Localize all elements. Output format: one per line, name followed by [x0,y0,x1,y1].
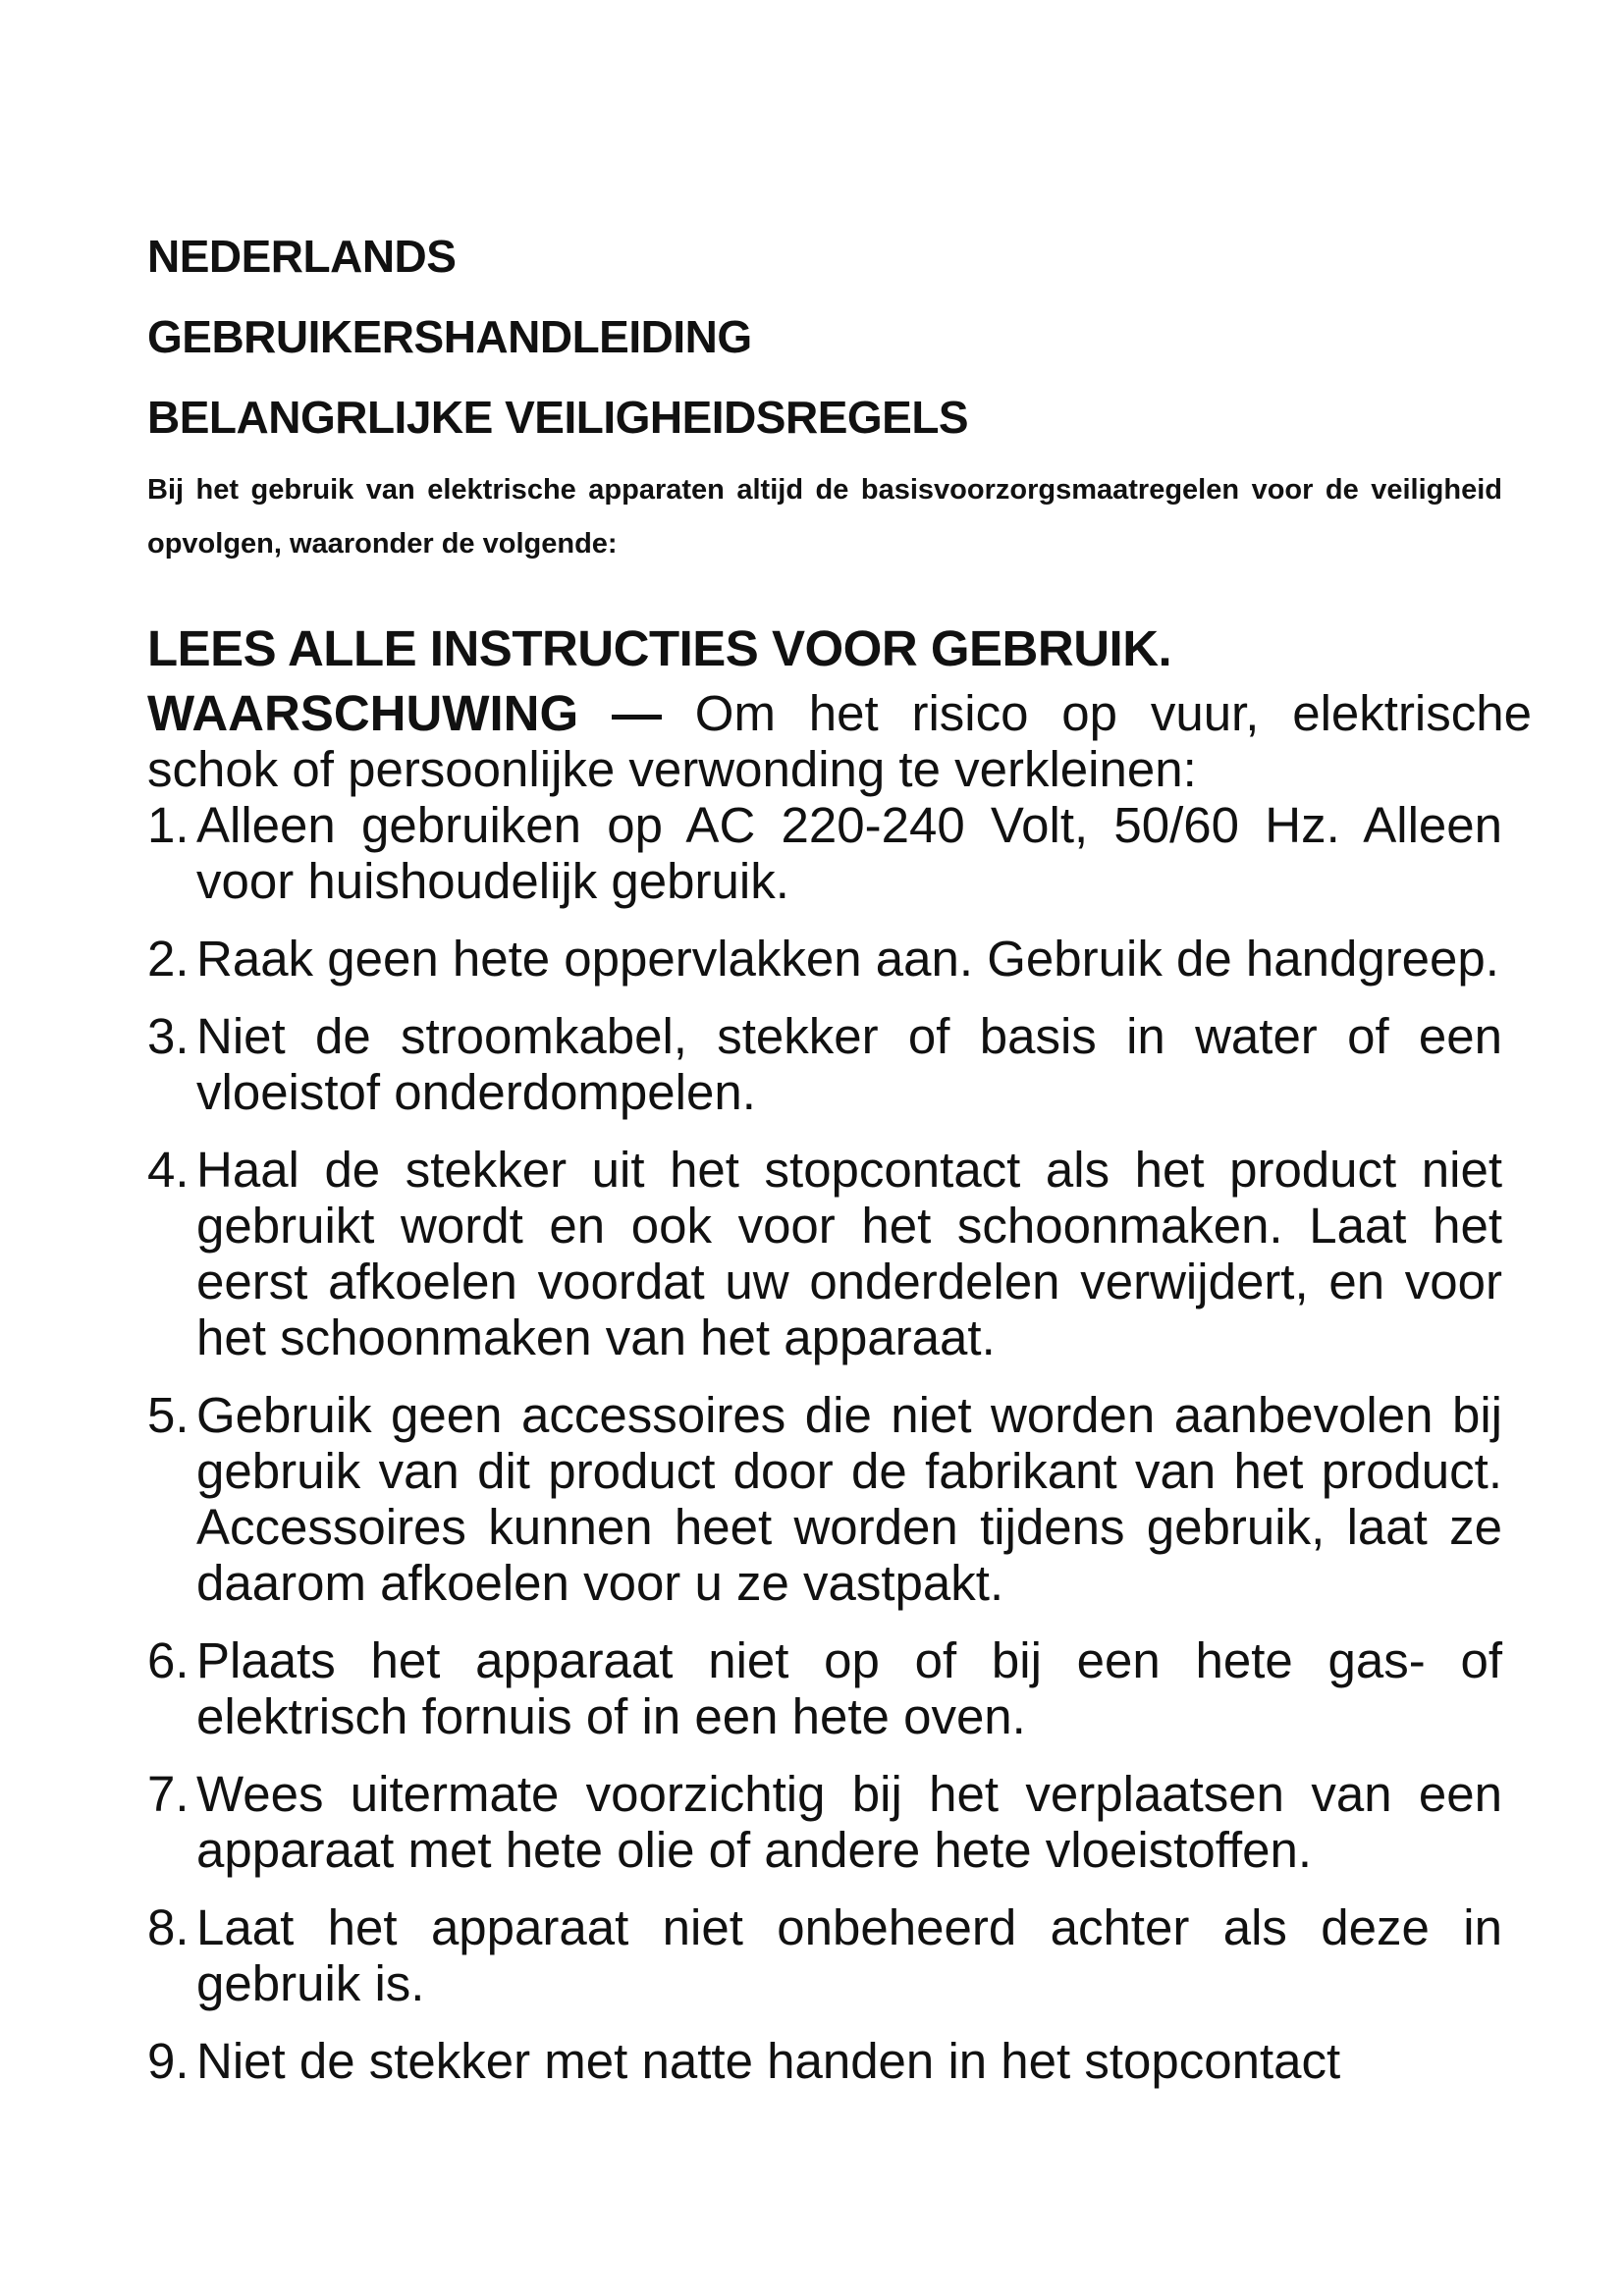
list-item-text: Alleen gebruiken op AC 220-240 Volt, 50/60 Hz. Alleen voor huishoudelijk gebruik. [196,797,1502,909]
list-item-number: 2. [147,931,189,987]
list-item [147,1632,1502,1744]
manual-heading: GEBRUIKERSHANDLEIDING [147,311,752,362]
list-item-number: 7. [147,1766,189,1822]
list-item-text: Raak geen hete oppervlakken aan. Gebruik de handgreep. [196,931,1499,987]
intro-paragraph: Bij het gebruik van elektrische apparaten altijd de basisvoorzorgsmaatregelen voor de veiligheid opvolgen, waaronder de volgende: [147,474,1502,560]
list-item-text: Laat het apparaat niet onbeheerd achter als deze in gebruik is. [196,1899,1502,2011]
list-item-number: 5. [147,1387,189,1443]
list-item [147,1008,1502,1120]
list-item-number: 6. [147,1632,189,1688]
list-item-text: Niet de stekker met natte handen in het stopcontact [196,2033,1341,2089]
list-item [147,797,1502,909]
warning-text: Om het risico op vuur, elektrische schok of persoonlijke verwonding te verkleinen: [147,685,1532,797]
list-item [147,1766,1502,1878]
list-item [147,1899,1502,2011]
manual-page [147,216,1532,2110]
safety-rules-list [147,797,1502,2089]
read-all-instructions: LEES ALLE INSTRUCTIES VOOR GEBRUIK. [147,620,1172,676]
list-item-text: Wees uitermate voorzichtig bij het verplaatsen van een apparaat met hete olie of andere hete vloeistoffen. [196,1766,1502,1878]
list-item [147,1142,1502,1365]
list-item-number: 8. [147,1899,189,1955]
list-item [147,2033,1502,2089]
list-item-number: 4. [147,1142,189,1198]
safety-heading: BELANGRLIJKE VEILIGHEIDSREGELS [147,392,969,443]
list-item [147,1387,1502,1611]
list-item-number: 1. [147,797,189,853]
list-item-text: Plaats het apparaat niet op of bij een hete gas- of elektrisch fornuis of in een hete oven. [196,1632,1502,1744]
warning-paragraph [147,685,1532,797]
list-item-text: Niet de stroomkabel, stekker of basis in water of een vloeistof onderdompelen. [196,1008,1502,1120]
list-item [147,931,1502,987]
language-heading: NEDERLANDS [147,231,457,282]
list-item-text: Gebruik geen accessoires die niet worden aanbevolen bij gebruik van dit product door de fabrikant van het product. Accessoires kunnen heet worden tijdens gebruik, laat ze daarom afkoelen voor u ze vastpakt. [196,1387,1502,1611]
list-item-number: 3. [147,1008,189,1064]
list-item-number: 9. [147,2033,189,2089]
list-item-text: Haal de stekker uit het stopcontact als het product niet gebruikt wordt en ook voor het schoonmaken. Laat het eerst afkoelen voordat uw onderdelen verwijdert, en voor het schoonmaken van het apparaat. [196,1142,1502,1365]
warning-label: WAARSCHUWING — [147,685,662,741]
